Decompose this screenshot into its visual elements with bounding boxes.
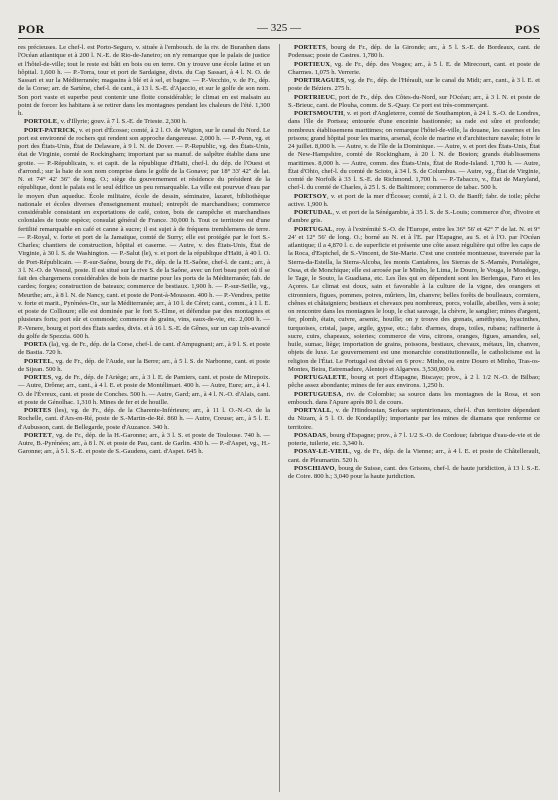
dictionary-entry [288, 407, 540, 432]
entry-headword: PORTES [24, 374, 52, 381]
column-divider [279, 44, 280, 792]
entry-headword: PORTUGUESA [294, 390, 342, 398]
running-header [18, 22, 540, 42]
dictionary-entry [18, 358, 270, 375]
dictionary-entry [288, 110, 540, 193]
entry-text: , vg. de Fr., dép. de l'Aude, sur la Berre; arr., à 5 l. S. de Narbonne, cant. et poste de Sijean. 500 h. [18, 357, 270, 373]
entry-text: , v. et port d'Angleterre, comté de Southampton, à 24 l. S.-O. de Londres, dans l'île de Portsea; entourée d'une enceinte bastionnée; sa rade est sûre et profonde; nombreux établissemens maritimes; on remarque l'hôtel-de-ville, la douane, les casernes et les prisons; grand hôpital pour les marins, arsenal, école de marine et d'architecture navale; foire le 24 juillet. 8,000 h. — Autre, v. de l'île de la Dominique. — Autre, v. et port des États-Unis, État de New-Hampshire, comté de Rockingham, à 20 l. N. de Boston; grands établissemens maritimes. 8,000 h. — Autre, comm. des États-Unis, État de Rode-Island. 1,700 h. — Autre, État d'Ohio, chef-l. du comté de Scioto, à 34 l. S. de Columbus. — Autre, vg., État de Virginie, comté de Norfolk à 33 l. S.-E. de Richmond. 1,700 h. — P.-Tabacco, v., État de Maryland, chef-l. du comté de Charles, à 25 l. S. de Baltimore; commerce de tabac. 500 h. [288, 110, 540, 192]
dictionary-entry [288, 226, 540, 375]
dictionary-entry [18, 127, 270, 342]
entry-text: , bourg d'Espagne; prov., à 7 l. 1/2 S.-O. de Cordoue; fabrique d'eau-de-vie et de poterie, tuilerie, etc. 3,340 h. [288, 431, 540, 447]
header-left-word: POR [18, 22, 45, 36]
entry-text: , v. et port de la Sénégambie, à 35 l. S. de S.-Louis; commerce d'or, d'ivoire et d'ambre gris. [288, 209, 540, 225]
dictionary-entry [18, 374, 270, 407]
entry-headword: PORTUGALETE [294, 374, 347, 381]
entry-text: , vg. de Fr., dép. de la Vienne; arr., à 4 l. E. et poste de Châtellerault, cant. de Pleumartin. 520 h. [288, 448, 540, 464]
entry-text: , v. et port d'Écosse; comté, à 2 l. O. de Wigton, sur le canal du Nord. Le port est environné de rochers qui rendent son approche dangereuse. 2,000 h. — P.-Penn, vg. et port des États-Unis, État de Delaware, à 9 l. N. de Dover. — P.-Republic, vg. des États-Unis, état de Virginie, comté de Rockingham; important par sa manuf. de salpêtre établie dans une grotte. — P.-Républicain, v. et capit. de la république d'Haïti, chef-l. du dép. de l'Ouest et d'arrond.; sur la baie de son nom comprise dans le golfe de la Gonave; par 18° 33' 42" de lat. N. et 74° 42' 36" de long. O.; siège du gouvernement et résidence du président de la république, dont le palais est le seul édifice un peu remarquable. La ville est pourvue d'eau par le moyen d'un aqueduc. École militaire, école de dessin, séminaire, lazaret, bibliothèque nationale et écoles diverses d'enseignement mutuel; entrepôt de marchandises; commerce considérable consistant en exportations de café, coton, bois de campêche et marchandises coloniales de toute espèce; consulat général de France. 30,000 h. Tout ce territoire est d'une fertilité remarquable en café et canne à sucre; il est sujet à de fréquens tremblemens de terre. — P.-Royal, v. forte et port de la Jamaïque, comté de Surry; elle est protégée par le fort S.-Charles; chantiers de construction, hôpital et caserne. — Autre, v. des États-Unis, État de Virginie, à 30 l. S. de Washington. — P.-Salut (le), v. et port de la république d'Haïti, à 40 l. O. de Port-Républicain. — P.-sur-Saône, bourg de Fr., dép. de la H.-Saône, chef-l. de cant.; arr., à 3 l. N.-O. de Vesoul, poste. Il est situé sur la rive S. de la Saône, avec un fort beau port où il se fait des chargemens considérables de bois de marine pour les ports de la Méditerranée; fab. de cardes; forges; construction de bateaux; commerce de bestiaux. 1,900 h. — P.-sur-Seille, vg., Meurthe; arr., à 8 l. N. de Nancy, cant. et poste de Pont-à-Mousson. 400 h. — P.-Vendres, petite v. forte et marit., Pyrénées-Or., sur la Méditerranée; arr., à 10 l. de Céret; cant., comm., à 1 l. E. et poste de Collioure; elle est dominée par le fort S.-Elme, et défendue par des montagnes et plusieurs forts; port sûr et commode; commerce de grains, vins, eaux-de-vie, etc. 2,000 h. — P.-Venere, bourg et port des États sardes, divis. et à 16 l. S.-E. de Gênes, sur un cap très-avancé du golfe de Spezzia. 600 h. [18, 126, 270, 340]
dictionary-entry [18, 407, 270, 432]
dictionary-entry [288, 44, 540, 61]
dictionary-entry [18, 44, 270, 118]
entry-headword: PORTUGAL [294, 225, 333, 233]
entry-text: (la), vg. de Fr., dép. de la Corse, chef-l. de cant. d'Ampugnani; arr., à 9 l. S. et poste de Bastia. 720 h. [18, 341, 270, 357]
dictionary-entry [288, 391, 540, 408]
entry-text: , bourg et port d'Espagne, Biscaye; prov., à 2 l. 1/2 N.-O. de Bilbao; pêche assez abondante; mines de fer aux environs. 1,250 h. [288, 374, 540, 390]
entry-text: , roy. à l'extrémité S.-O. de l'Europe, entre les 36° 56' et 42° 7' de lat. N. et 9° 24' et 12° 56' de long. O.; borné au N. et à l'E. par l'Espagne, au S. et à l'O. par l'Océan atlantique; il a 4,870 l. c. de superficie et présente une côte assez régulière qui offre les caps de la Roca, d'Espichel, de S.-Vincent, de Ste-Marie. C'est une contrée montueuse, traversée par la Sierra-da-Estella, la Sierra-Alcoba, les monts Cantabres, les Sierras de S.-Mamès, Portalègre, Ossa, et de Monchique; elle est arrosée par le Minho, le Lima, le Douro, le Vouga, le Mondego, le Tage, le Souto, la Guadiana, etc. Les îles qui en dépendent sont les Berlengas, Faro et les Açores. Le climat est doux, sain et favorable à la culture de la vigne, des orangers et citronniers, figues, pommes, poires, mûriers, lin, chanvre; belles forêts de boulleaux, cormiers, chênes et châtaigniers; bestiaux et chevaux peu nombreux, porcs, volaille, abeilles, vers à soie; on rencontre dans les montagnes le loup, le chat sauvage, la chèvre, le sanglier; mines d'argent, fer, plomb, étain, cuivre, arsenic, houille; on y trouve des grenats, améthystes, hyacinthes, turquoises, cristal, jaspe, argile, gypse, etc.; fabr. d'armes, draps, toiles, rubans; raffinerie à sucre, cuirs, chapeaux, soieries; commerce de vins, citrons, oranges, figues, amandes, sel, huile, sumac, liège; importation de grains, poissons, bestiaux, chevaux, métaux, lin, chanvre, objets de luxe. Le gouvernement est une monarchie constitutionnelle, le catholicisme est la religion de l'État. Le Portugal est divisé en 6 prov.: Minho, ou entre Douro et Minho, Tras-os-Montes, Beira, Estremadure, Alentejo et Algarves. 3,530,000 h. [288, 225, 540, 373]
entry-text: , vg. de Fr., dép. de l'Hérault, sur le canal du Midi; arr., cant., à 3 l. E. et poste de Béziers. 275 h. [288, 77, 540, 93]
header-rule [18, 38, 540, 39]
dictionary-entry [18, 118, 270, 126]
dictionary-entry [288, 94, 540, 111]
dictionary-entry [288, 61, 540, 78]
entry-headword: POSAY-LE-VIEIL [294, 448, 350, 456]
entry-text: , vg. de Fr., dép. des Vosges; arr., à 5 l. E. de Mirecourt, cant. et poste de Charmes. 1,075 h. Verrerie. [288, 60, 540, 76]
entry-headword: PORTSMOUTH [294, 110, 344, 117]
entry-text: , v. d'Illyrie; gouv. à 7 l. S.-E. de Trieste. 2,300 h. [57, 118, 187, 126]
entry-headword: PORTYALL [294, 407, 332, 414]
entry-text: , bourg de Suisse, cant. des Grisons, chef-l. de haute juridiction, à 13 l. S.-E. de Coire. 800 h.; 3,040 pour la haute juridiction. [288, 464, 540, 480]
entry-headword: PORT-PATRICK [24, 126, 76, 134]
entry-headword: POSCHIAVO [294, 464, 335, 472]
entry-headword: PORTET [24, 431, 53, 439]
dictionary-entry [288, 77, 540, 94]
page-number: — 325 — [257, 22, 301, 34]
entry-headword: PORTETS [294, 44, 326, 51]
dictionary-entry [288, 448, 540, 465]
entry-text: , port de Fr., dép. des Côtes-du-Nord, sur l'Océan; arr., à 3 l. N. et poste de S.-Brieuc, cant. de Plouha, comm. de S.-Quay. Ce port est très-commerçant. [288, 93, 540, 109]
entry-text: , riv. de Colombie; sa source dans les montagnes de la Rosa, et son embouch. dans l'Apure après 80 l. de cours. [288, 390, 540, 406]
right-column [288, 44, 540, 792]
dictionary-entry [288, 465, 540, 482]
entry-headword: PORTRIEUC [294, 93, 336, 101]
dictionary-entry [18, 341, 270, 358]
header-right-word: POS [515, 22, 540, 36]
entry-headword: PORTUDAL [294, 209, 333, 216]
entry-headword: POSADAS [294, 431, 327, 439]
entry-text: , bourg de Fr., dép. de la Gironde; arr., à 5 l. S.-E. de Bordeaux, cant. de Podensac; poste de Castres. 1,780 h. [288, 44, 540, 60]
entry-headword: PORTEL [24, 357, 53, 365]
entry-text: res précieuses. Le chef-l. est Porto-Seguro, v. située à l'embouch. de la riv. de Buranhen dans l'Océan atlantique et à 200 l. N.-E. de Rio-de-Janeiro; on n'y remarque que le palais de justice et l'hôtel-de-ville; tout le reste est bâti en bois ou en terre. On y trouve une école latine et un hôpital. 1,600 h. — P.-Torra, tour et port de Sardaigne, divis. du Cap Sassari, à 4 l. N. O. de Sassari et sur la Méditerranée; magasins à blé et à sel, et bagne. — P.-Vecchio, v. de Fr., dép. de la Corse; arr. de Sartène, chef-l. de cant., à 13 l. S.-E. d'Ajaccio, et sur le golfe de son nom. Son port vaste et superbe peut contenir une flotte considérable; le climat en est malsain au point de forcer les habitans à se retirer dans les montagnes pendant les chaleurs de l'été. 1,300 h. [18, 44, 270, 117]
dictionary-entry [18, 432, 270, 457]
dictionary-entry [288, 193, 540, 210]
dictionary-entry [288, 374, 540, 391]
left-column [18, 44, 270, 792]
entry-text: , v. de l'Hindoustan, Serkars septentrionaux, chef-l. d'un territoire dépendant du Nizam, à 5 l. O. de Kondapilly; importante par les mines de diamans que renferme ce territoire. [288, 407, 540, 431]
entry-text: , vg. de Fr., dép. de l'Ariège; arr., à 3 l. E. de Pamiers, cant. et poste de Mirepoix. — Autre, Drôme; arr., cant., à 4 l. E. et poste de Montélimart. 400 h. — Autre, Eure; arr., à 4 l. O. de l'Évreux, cant. et poste de Conches. 500 h. — Autre, Gard; arr., à 4 l. N.-O. d'Alais, cant. et poste de Génolhac. 1,310 h. Mines de fer et de houille. [18, 374, 270, 406]
dictionary-entry [288, 209, 540, 226]
entry-headword: PORTA [24, 341, 48, 348]
entry-headword: PORTES [24, 407, 52, 414]
entry-headword: PORTIRAGUES [294, 77, 345, 84]
entry-headword: PORTIEUX [294, 60, 331, 68]
entry-headword: PORTOLE [24, 118, 58, 126]
dictionary-entry [288, 432, 540, 449]
entry-text: , vg. de Fr., dép. de la H.-Garonne; arr., à 3 l. S. et poste de Toulouse. 740 h. — Autre, B.-Pyrénées; arr., à 8 l. N. et poste de Pau, cant. de Garlin. 430 h. — P.-d'Aspet, vg., H.-Garonne; arr., à 5 l. S.-E. et poste de S.-Gaudens, cant. d'Aspet. 645 h. [18, 431, 270, 456]
entry-headword: PORTSOY [294, 192, 328, 200]
entry-text: , v. et port de la mer d'Écosse; comté, à 2 l. O. de Banff; fabr. de toile; pêche active. 1,900 h. [288, 192, 540, 208]
entry-text: (les), vg. de Fr., dép. de la Charente-Inférieure; arr., à 11 l. O.-N.-O. de la Rochelle, cant. d'Ars-en-Ré, poste de S.-Martin-de-Ré. 860 h. — Autre, Creuse; arr., à 5 l. E. d'Aubusson, cant. de Bellegarde, poste d'Auzance. 340 h. [18, 407, 270, 431]
